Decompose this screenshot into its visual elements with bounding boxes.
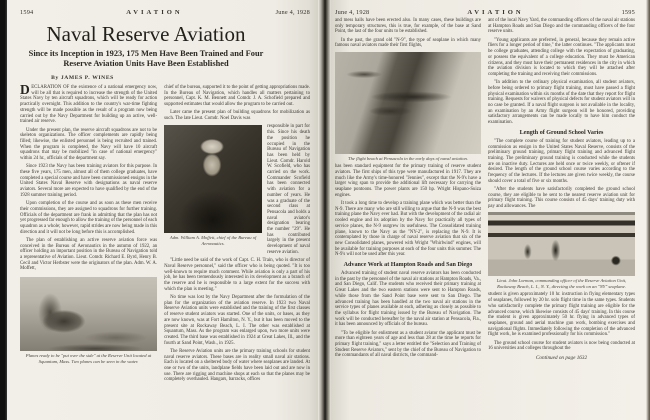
- section-heading: Advance Work at Hampton Roads and San Diego: [343, 262, 473, 269]
- paragraph: The Reserve Aviation units are the primary training schools for student naval reserve aviators. These bases are in reality small naval air stations. Each is located on a sheltered body of water where seaplanes are landed. At one or two of the units, landplane fields have been laid out and are now in use. There are rigging and machine shops at each so that the planes may be completely overhauled. Hangars, barracks, offices: [164, 348, 310, 383]
- paragraph: chief of the bureau, supported it to the point of getting appropriations made. In the Bureau of Navigation, which handles all matters pertaining to personnel, Capt. K. M. Bennett and Comdr. J. A. Schofield prepared and supported estimates that would allow the program to be carried out.: [164, 85, 310, 108]
- paragraph: The plan of establishing an active reserve aviation force was conceived in the Bureau of Aeronautics in the autumn of 1922, an officer holding an important position in the Bureau of Navigation told a representative of Aviation. Lieut. Comdr. Richard E. Byrd, Henry B. Cecil and Victor Herbster were the originators of the plan. Adm. W. A. Moffett,: [20, 237, 158, 272]
- issue-date: June 4, 1928: [335, 9, 370, 16]
- left-page: [7, 0, 318, 420]
- paragraph-wrapped: responsible in part for this. Since his death the position he occupied in the Bureau of Navigation has been held by Lieut. Comdr. Harold W. Scofield, who has carried on the work. Commander Scofield has been connected with aviation for a number of years. He was a graduate of the second class at Pensacola and holds a naval aviator's designation bearing the number "29". He has contributed largely in the present development of naval reserve aviation.: [267, 124, 310, 255]
- photo-caption: Lieut. John Lorman, commanding officer of the Reserve Aviation Unit, Rockaway Beach, L. I., N. Y., directing the work on an "NY" seaplane.: [496, 278, 627, 289]
- paragraph: Since 1923 the Navy has been training aviators for this purpose. In these five years, 175 men, almost all of them college graduates, have completed a special course and have been commissioned ensigns in the United States Naval Reserve with designations as naval reserve aviators. Several more are expected to have qualified by the end of the 1928 summer training period.: [20, 164, 158, 198]
- photo-block-moffett: [164, 125, 262, 249]
- right-running-header: [335, 9, 635, 16]
- issue-date: June 4, 1928: [275, 9, 310, 16]
- right-page-column-2: [488, 18, 635, 362]
- journal-name: AVIATION: [126, 9, 183, 16]
- paragraph: "In addition to the ordinary physical examination, all student aviators, before being ordered to primary flight training, must have passed a flight physical examination within six months of the date that they report for flight training. Requests for waivers of physical defects for student aviators will in no case be granted. If a naval flight surgeon is not available in the locality, an examination by an Army flight surgeon will be honored, providing satisfactory arrangements can be made locally to have him conduct the examination.: [488, 80, 635, 126]
- right-page-columns: [335, 18, 635, 362]
- paragraph: ant of the local Navy Yard, the commanding officers of the naval air stations at Hampton Roads and San Diego and the commanding officers of the four reserve units.: [488, 18, 635, 35]
- right-page: [331, 0, 646, 420]
- paragraph-text: ECLARATION OF the existence of a national emergency now, will be all that is required to increase the strength of the United States Navy by ten aircraft squadrons, which will be ready for action practically overnight. This addition to the country's war-time fighting strength will be made possible as the result of a program now being carried out by the Navy Department for building up an active, well-trained air reserve.: [20, 85, 158, 125]
- paragraph: student is given approximately 10 hr. instruction in flying elementary types of seaplanes, followed by 20 hr. solo flight time in the same types. Students who satisfactorily complete the primary flight training are eligible for the advanced course, which likewise consists of 45 days' training. In this course the student is given approximately 50 hr. flying in advanced types of seaplanes, ground and aerial machine gun work, bombing exercises and navigational flights. Immediately following the completion of the advanced flight work, he is examined professionally for his commission.": [488, 292, 635, 338]
- paragraph: Advanced training of student naval reserve aviators has been conducted in the past by the personnel of the naval air stations at Hampton Roads, Va., and San Diego, Calif. The students who received their primary training at Great Lakes and the two eastern stations were sent to Hampton Roads, while those from the Sand Point base were sent to San Diego. The advanced training has been handled at the two naval air stations in the service types of planes available at each, adhering as closely as possible to the syllabus for flight training issued by the Bureau of Navigation. The work will be conducted hereafter by the naval air station at Pensacola, Fla., it has been announced by officials of the bureau.: [335, 271, 481, 328]
- paragraph: It took a long time to develop a training plane which was better than the N-9. There are many who are still willing to argue that the N-9 was the best training plane the Navy ever had. But with the development of the radial air cooled engine and its adoption by the Navy for practically all types of service planes, the N-9 outgrew its usefulness. The Consolidated training plane, known to the Navy as the "NY-2", is replacing the N-9. It is contemplated by those in charge of naval reserve aviation that six of the new Consolidated planes, powered with Wright "Whirlwind" engines, will be available for training purposes at each of the four units this summer. The N-9's will not be used after this year.: [335, 201, 481, 258]
- paragraph: Later came the present plan of building squadrons for mobilization as such. The late Lieut. Comdr. Noel Davis was: [164, 110, 310, 122]
- paragraph: [20, 82, 158, 125]
- left-page-columns: [20, 82, 310, 386]
- article-subtitle-line2: Reserve Aviation Units Have Been Established: [63, 59, 229, 68]
- paragraph: In the past, the grand old "N-9", the type of seaplane in which many famous naval aviators made their first flights,: [335, 37, 481, 49]
- paragraph: "After the students have satisfactorily completed the ground school course, they are eligible to be sent to the nearest reserve aviation unit for primary flight training. This course consists of 45 days' training duty with pay and allowances. The: [488, 187, 635, 210]
- article-head-block: [20, 23, 272, 69]
- right-folio-number: 1595: [621, 9, 635, 16]
- article-title: Naval Reserve Aviation: [46, 22, 246, 46]
- left-page-column-2: [164, 85, 310, 386]
- photo-caption: Adm. William A. Moffett, chief of the Bureau of Aeronautics.: [169, 235, 257, 246]
- paragraph: has been standard equipment for the primary training of reserve student aviators. The first ships of this type were manufactured in 1917. They are much like the Army's time-honored "Jennies", except that the N-9's have a larger wing span to provide the additional lift necessary for carrying the seaplane pontoons. The power plants are 150 hp. Wright Hispano-Suiza engines.: [335, 164, 481, 198]
- page-gutter: [318, 0, 331, 420]
- drop-cap: D: [20, 82, 30, 97]
- paragraph: "Little need be said of the work of Capt. C. H. Train, who is director of Naval Reserve personnel," said the officer who is being quoted. "It is too well-known to require much comment. While aviation is only a part of his job, he has been tremendously interested in its development as a branch of the reserve and he is responsible to a large extent for the success with which the plan is meeting.": [164, 258, 310, 292]
- section-heading: Length of Ground School Varies: [519, 129, 604, 136]
- paragraph: The ground school course for student aviators is now being conducted at 16 universities and colleges throughout the: [488, 340, 635, 352]
- left-running-header: [20, 9, 310, 16]
- binding-edge-left: [0, 0, 7, 420]
- photo-moffett-portrait: [164, 125, 262, 233]
- left-page-column-1: [20, 82, 158, 386]
- article-byline: By JAMES P. WINES: [51, 75, 114, 81]
- journal-name: AVIATION: [467, 9, 524, 16]
- photo-caption: The flight beach at Pensacola in the early days of naval aviation.: [348, 155, 468, 161]
- paragraph: Under the present plan, the reserve aircraft squadrons are not to be skeleton organizations. The officer complements are rapidly being filled; likewise, the enlisted personnel is being recruited and trained. When the program is completed, the Navy will have 10 aircraft squadrons that may be mobilized "in case of national emergency" within 24 hr., officials of the department say.: [20, 127, 158, 162]
- paragraph: "To be eligible for enlistment as a student aviator the applicant must be more than eighteen years of age and less than 28 at the time he reports for primary flight training," says a letter entitled the "Selection and Training of Student Reserve Aviators," sent by the chief of the Bureau of Navigation to the commandants of all naval districts, the command-: [335, 330, 481, 359]
- continued-notice: Continued on page 1632: [535, 355, 588, 362]
- photo-squantum-harbor: [20, 277, 157, 351]
- paragraph: and mess halls have been erected also. In many cases, these buildings are only temporary structures, this is true, for example, of the base at Sand Point, the last of the four units to be established.: [335, 18, 481, 35]
- photo-caption: Planes ready to be "put over the side" at the Reserve Unit located at Squantum, Mass. Two planes can be seen in the water.: [25, 353, 152, 364]
- article-subtitle-line1: Since its Inception in 1923, 175 Men Have Been Trained and Four: [28, 49, 264, 58]
- paragraph: "Young applicants are preferred, in general, because they remain active fliers for a longer period of time," the latter continues. "The applicants must be college graduates, attending college with the expectation of graduating, or possess the equivalent of a college education. They must be American citizens, and they must have their permanent residences in the city in which the aviation division is located to which they will be attached after completing the training and receiving their commissions.: [488, 37, 635, 77]
- paragraph: "The complete course of training for student aviators, leading up to a commission as ensign in the United States Naval Reserve, consists of the preliminary ground training, primary flight training and advanced flight training. The preliminary ground training is conducted while the students are on inactive duty. Lectures are held once or twice weekly, or oftener if desired. The length of the ground school course varies according to the frequency of the lectures. If the lectures are given twice weekly, the course should cover a total of five or six months.: [488, 138, 635, 184]
- photo-pensacola-beach: [335, 52, 481, 154]
- photo-lorman-seaplane: [488, 212, 635, 276]
- page-edge-right: [646, 0, 650, 420]
- right-page-column-1: [335, 18, 481, 362]
- paragraph: No time was lost by the Navy Department after the formulation of the plan for the organization of the aviation reserve. In 1923 two Naval Reserve Aviation units were established and the training of the first classes of reserve student aviators was started. One of the units, or bases, as they are now known, was at Fort Hamilton, N. Y., but it has been moved to the present site at Rockaway Beach, L. I. The other was established at Squantum, Mass. As the program was enlarged upon, two more units were created. The third base was established in 1924 at Great Lakes, Ill., and the fourth at Sand Point, Wash., in 1925.: [164, 294, 310, 346]
- paragraph: Upon completion of the course and as soon as these men receive their commissions, they are assigned to squadrons for further training. Officials of the department are frank in admitting that the plan has not yet progressed far enough to allow the training of the personnel of each squadron as a whole; however, rapid strides are now being made in this direction and it will not be long before this is accomplished.: [20, 201, 158, 235]
- left-folio-number: 1594: [20, 9, 34, 16]
